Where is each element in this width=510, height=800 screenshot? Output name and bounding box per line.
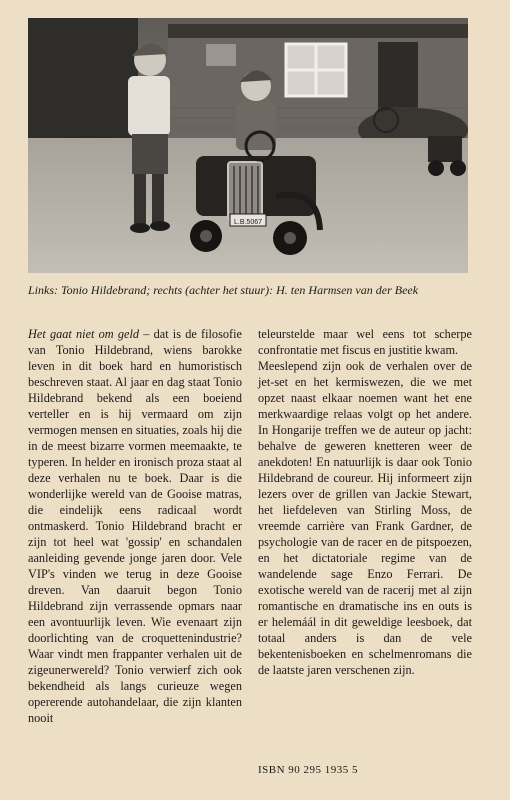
- blurb-text-part-2: 's vinden we terug in deze Gooise dreven. Van daaruit begon Tonio Hildebrand zijn verrassende opmars naar een avontuurlijk leven. Wie evenaart zijn doorlichting van de croquettenindustrie? Waar vindt men frappanter verhalen uit de zigeunerwereld? Tonio verwierf zich ook bekendheid als langs curieuze wegen opererende autohandelaar, die zijn klanten nooit: [28, 567, 242, 725]
- blurb-paragraph-1: [28, 326, 242, 726]
- text-column-right: [258, 326, 472, 678]
- photo-caption: Links: Tonio Hildebrand; rechts (achter het stuur): H. ten Harmsen van der Beek: [28, 283, 419, 297]
- child-driving: [236, 70, 276, 160]
- photograph-children-pedal-car: [28, 18, 468, 273]
- isbn-number: ISBN 90 295 1935 5: [258, 764, 359, 776]
- small-window: [206, 44, 236, 66]
- license-plate-text: L.B.5067: [233, 219, 263, 226]
- blurb-text-part-1: – dat is de filosofie van Tonio Hildebrand, wiens barokke leven in dit boek hard en humoristisch beschreven staat. Al jaar en dag staat Tonio Hildebrand bekend als een boeiend verteller en is hij vermaard om zijn vermogen mensen en situaties, zoals hij die in de meest bizarre vormen meemaakte, te typeren. In helder en ironisch proza staat al deze verhalen nu te boek. Daar is die wonderlijke wereld van de Gooise matras, die eindelijk eens radicaal wordt ontmaskerd. Tonio Hildebrand bracht er zijn tot heel wat 'gossip' en schandalen aanleiding gevende jonge jaren door. Vele: [28, 327, 242, 565]
- text-column-left: [28, 326, 242, 726]
- house-roof-shadow: [168, 24, 468, 38]
- blurb-lead-phrase: Het gaat niet om geld: [28, 327, 140, 341]
- photo-illustration: [28, 18, 468, 273]
- blurb-vip-smallcaps: VIP: [28, 567, 48, 581]
- blurb-paragraph-continued: teleurstelde maar wel eens tot scherpe confrontatie met fiscus en justitie kwam.: [258, 327, 472, 357]
- blurb-paragraph-2: Meeslepend zijn ook de verhalen over de jet-set en het kermiswezen, die we met opzet naast elkaar noemen want het ene merkwaardige relaas volgt op het andere. In Hongarije treffen we de auteur op jacht: behalve de geweren knetteren weer de anekdoten! En natuurlijk is daar ook Tonio Hildebrand de coureur. Hij informeert zijn lezers over de grillen van Jackie Stewart, het liefdeleven van Stirling Moss, de vreemde carrière van Frank Gardner, de psychologie van de racer en de pitspoezen, en het dictatoriale regime van de wandelende sage Enzo Ferrari. De exotische wereld van de racerij met al zijn romantische en dramatische ins en outs is er helemáál in dit geweldige leesboek, dat totaal anders is dan de vele bekentenisboeken en schelmenromans die de laatste jaren verschenen zijn.: [258, 359, 472, 677]
